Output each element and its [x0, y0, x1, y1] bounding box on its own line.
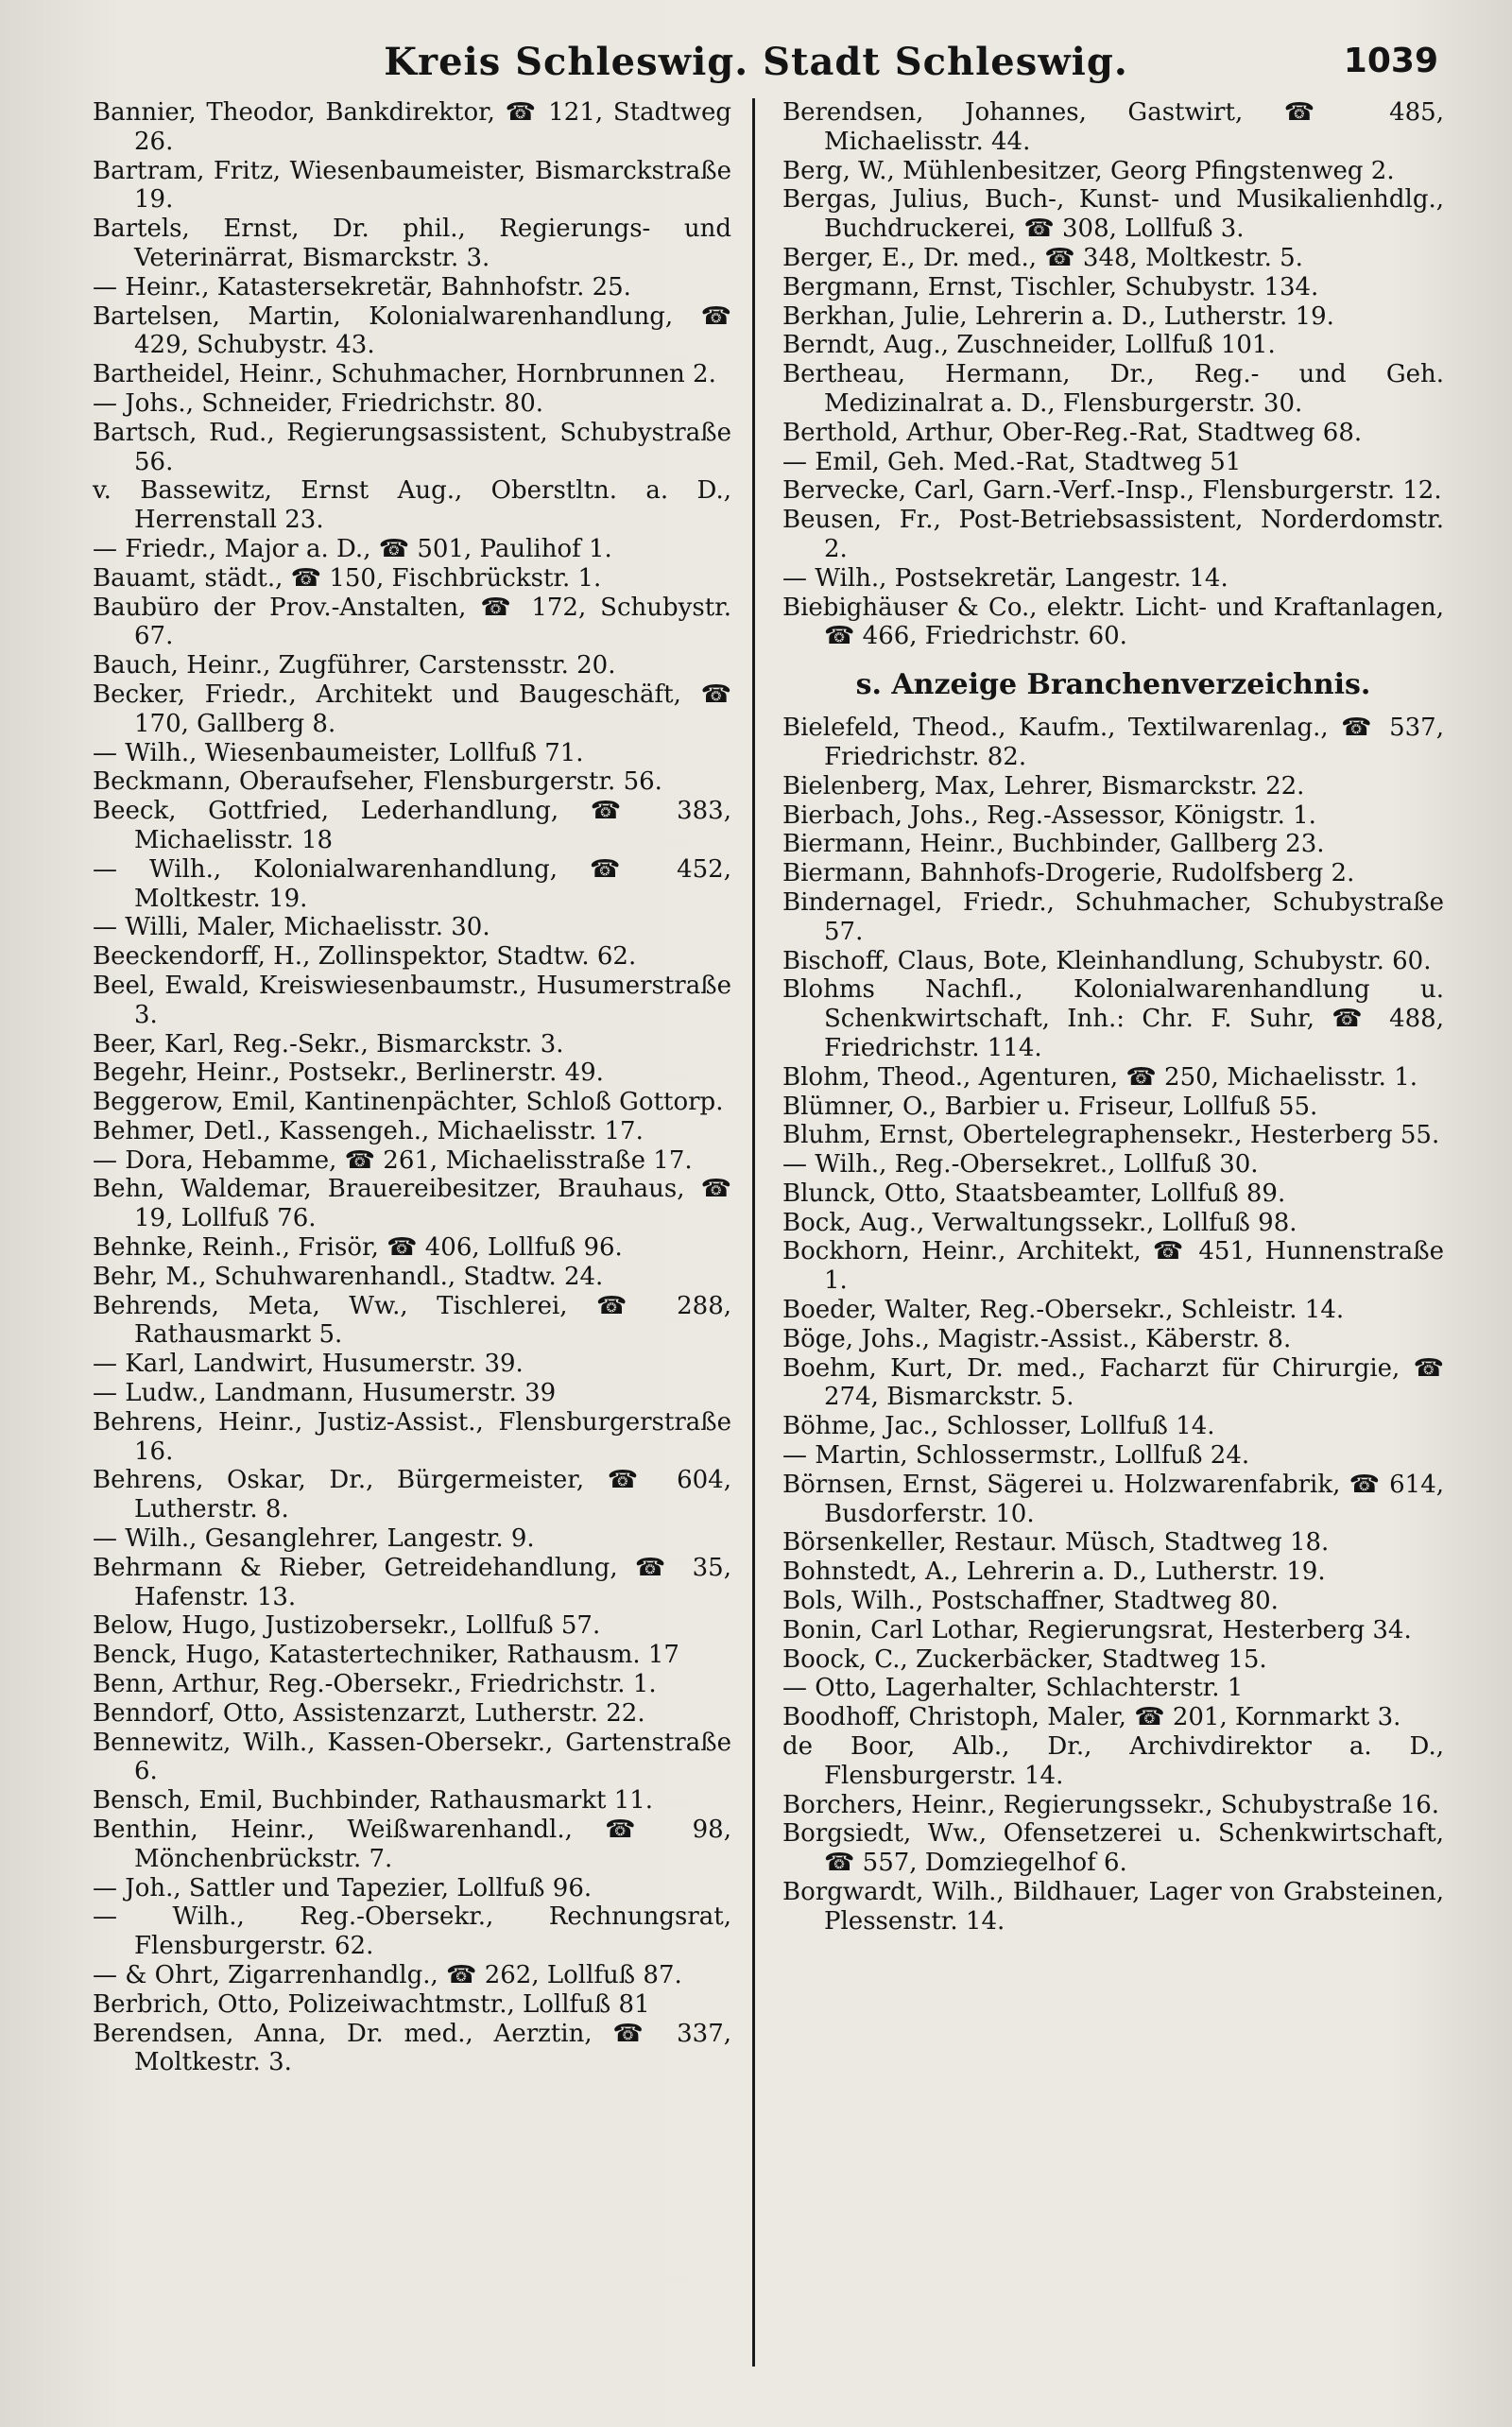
directory-entry: Bluhm, Ernst, Obertelegraphensekr., Hesterberg 55. [782, 1121, 1440, 1150]
directory-entry: Berendsen, Johannes, Gastwirt, ☎ 485, Michaelisstr. 44. [782, 98, 1444, 156]
directory-entry: Bartheidel, Heinr., Schuhmacher, Hornbrunnen 2. [93, 360, 716, 389]
directory-entry: — Wilh., Reg.-Obersekret., Lollfuß 30. [782, 1150, 1259, 1179]
directory-entry: Blunck, Otto, Staatsbeamter, Lollfuß 89. [782, 1179, 1286, 1208]
directory-entry: Berg, W., Mühlenbesitzer, Georg Pfingstenweg 2. [782, 156, 1395, 185]
directory-entry: Böhme, Jac., Schlosser, Lollfuß 14. [782, 1412, 1215, 1441]
section-heading: s. Anzeige Branchenverzeichnis. [855, 668, 1371, 702]
directory-entry: Berkhan, Julie, Lehrerin a. D., Lutherstr. 19. [782, 301, 1334, 331]
directory-entry: Becker, Friedr., Architekt und Baugeschäft, ☎ 170, Gallberg 8. [93, 680, 731, 738]
directory-entry: de Boor, Alb., Dr., Archivdirektor a. D., Flensburgerstr. 14. [782, 1732, 1444, 1790]
page-title: Kreis Schleswig. Stadt Schleswig. [384, 40, 1128, 84]
page-header [0, 32, 1512, 89]
directory-entry: Beusen, Fr., Post-Betriebsassistent, Norderdomstr. 2. [782, 506, 1444, 563]
directory-entry: Blohms Nachfl., Kolonialwarenhandlung u. Schenkwirtschaft, Inh.: Chr. F. Suhr, ☎ 488, Friedrichstr. 114. [782, 975, 1444, 1062]
directory-entry: Behrends, Meta, Ww., Tischlerei, ☎ 288, Rathausmarkt 5. [93, 1291, 731, 1350]
directory-entry: Bartram, Fritz, Wiesenbaumeister, Bismarckstraße 19. [93, 156, 731, 215]
directory-entry: Blohm, Theod., Agenturen, ☎ 250, Michaelisstr. 1. [782, 1062, 1418, 1092]
directory-entry: Bock, Aug., Verwaltungssekr., Lollfuß 98. [782, 1208, 1297, 1237]
directory-entry: — Ludw., Landmann, Husumerstr. 39 [93, 1379, 557, 1408]
directory-entry: Beeck, Gottfried, Lederhandlung, ☎ 383, Michaelisstr. 18 [93, 797, 731, 854]
directory-entry: Bartelsen, Martin, Kolonialwarenhandlung, ☎ 429, Schubystr. 43. [93, 301, 731, 360]
directory-entry: — Wilh., Gesanglehrer, Langestr. 9. [93, 1524, 535, 1554]
directory-entry: — Karl, Landwirt, Husumerstr. 39. [93, 1350, 524, 1379]
directory-entry: Behnke, Reinh., Frisör, ☎ 406, Lollfuß 96. [93, 1233, 623, 1263]
right-column-top [782, 98, 1444, 651]
directory-entry: Behrmann & Rieber, Getreidehandlung, ☎ 35, Hafenstr. 13. [93, 1553, 731, 1611]
directory-entry: Blümner, O., Barbier u. Friseur, Lollfuß 55. [782, 1092, 1318, 1121]
directory-entry: Bauch, Heinr., Zugführer, Carstensstr. 20. [93, 651, 616, 680]
directory-entry: Bauamt, städt., ☎ 150, Fischbrückstr. 1. [93, 563, 602, 593]
directory-entry: Bannier, Theodor, Bankdirektor, ☎ 121, Stadtweg 26. [93, 98, 731, 156]
directory-entry: Boodhoff, Christoph, Maler, ☎ 201, Kornmarkt 3. [782, 1703, 1401, 1732]
directory-entry: Bohnstedt, A., Lehrerin a. D., Lutherstr. 19. [782, 1558, 1326, 1587]
directory-entry: Börsenkeller, Restaur. Müsch, Stadtweg 18. [782, 1528, 1330, 1558]
directory-entry: Bielefeld, Theod., Kaufm., Textilwarenlag., ☎ 537, Friedrichstr. 82. [782, 714, 1444, 771]
directory-entry: — & Ohrt, Zigarrenhandlg., ☎ 262, Lollfuß 87. [93, 1961, 682, 1989]
directory-entry: Börnsen, Ernst, Sägerei u. Holzwarenfabrik, ☎ 614, Busdorferstr. 10. [782, 1470, 1444, 1528]
directory-entry: Bertheau, Hermann, Dr., Reg.- und Geh. Medizinalrat a. D., Flensburgerstr. 30. [782, 360, 1444, 418]
directory-entry: Borgsiedt, Ww., Ofensetzerei u. Schenkwirtschaft, ☎ 557, Domziegelhof 6. [782, 1819, 1444, 1878]
directory-entry: Beeckendorff, H., Zollinspektor, Stadtw. 62. [93, 942, 637, 972]
directory-entry: Behrens, Oskar, Dr., Bürgermeister, ☎ 604, Lutherstr. 8. [93, 1466, 731, 1524]
page-number: 1039 [1343, 42, 1438, 80]
directory-entry: Beer, Karl, Reg.-Sekr., Bismarckstr. 3. [93, 1029, 564, 1059]
directory-entry: — Friedr., Major a. D., ☎ 501, Paulihof 1. [93, 534, 612, 563]
directory-entry: Biebighäuser & Co., elektr. Licht- und Kraftanlagen, ☎ 466, Friedrichstr. 60. [782, 593, 1444, 651]
directory-entry: Benck, Hugo, Katastertechniker, Rathausm. 17 [93, 1641, 679, 1670]
directory-entry: Behrens, Heinr., Justiz-Assist., Flensburgerstraße 16. [93, 1407, 731, 1466]
directory-entry: Borgwardt, Wilh., Bildhauer, Lager von Grabsteinen, Plessenstr. 14. [782, 1878, 1444, 1936]
directory-entry: Begehr, Heinr., Postsekr., Berlinerstr. 49. [93, 1059, 604, 1088]
directory-entry: Bartels, Ernst, Dr. phil., Regierungs- und Veterinärrat, Bismarckstr. 3. [93, 215, 731, 272]
directory-entry: Benn, Arthur, Reg.-Obersekr., Friedrichstr. 1. [93, 1670, 657, 1699]
directory-entry: — Wilh., Postsekretär, Langestr. 14. [782, 563, 1228, 593]
directory-entry: Beggerow, Emil, Kantinenpächter, Schloß Gottorp. [93, 1088, 724, 1117]
directory-entry: Bergmann, Ernst, Tischler, Schubystr. 134. [782, 272, 1319, 301]
directory-entry: Biermann, Bahnhofs-Drogerie, Rudolfsberg 2. [782, 859, 1355, 888]
directory-entry: — Johs., Schneider, Friedrichstr. 80. [93, 388, 544, 418]
directory-entry: Biermann, Heinr., Buchbinder, Gallberg 23. [782, 830, 1325, 859]
directory-entry: Berger, E., Dr. med., ☎ 348, Moltkestr. 5. [782, 243, 1303, 272]
directory-entry: Bols, Wilh., Postschaffner, Stadtweg 80. [782, 1587, 1279, 1616]
directory-entry: Bielenberg, Max, Lehrer, Bismarckstr. 22. [782, 771, 1305, 800]
directory-entry: — Wilh., Kolonialwarenhandlung, ☎ 452, Moltkestr. 19. [93, 854, 731, 913]
directory-entry: — Otto, Lagerhalter, Schlachterstr. 1 [782, 1674, 1244, 1703]
directory-entry: Bockhorn, Heinr., Architekt, ☎ 451, Hunnenstraße 1. [782, 1237, 1444, 1296]
directory-entry: Benthin, Heinr., Weißwarenhandl., ☎ 98, Mönchenbrückstr. 7. [93, 1816, 731, 1873]
directory-entry: Beel, Ewald, Kreiswiesenbaumstr., Husumerstraße 3. [93, 971, 731, 1029]
directory-entry: Boehm, Kurt, Dr. med., Facharzt für Chirurgie, ☎ 274, Bismarckstr. 5. [782, 1353, 1444, 1412]
directory-entry: — Wilh., Reg.-Obersekr., Rechnungsrat, Flensburgerstr. 62. [93, 1902, 731, 1961]
directory-entry: — Emil, Geh. Med.-Rat, Stadtweg 51 [782, 447, 1242, 476]
directory-entry: Berndt, Aug., Zuschneider, Lollfuß 101. [782, 331, 1276, 360]
directory-entry: Berthold, Arthur, Ober-Reg.-Rat, Stadtweg 68. [782, 418, 1363, 447]
directory-entry: v. Bassewitz, Ernst Aug., Oberstltn. a. D., Herrenstall 23. [93, 476, 731, 535]
directory-entry: Bensch, Emil, Buchbinder, Rathausmarkt 11. [93, 1786, 654, 1816]
directory-entry: Bonin, Carl Lothar, Regierungsrat, Hesterberg 34. [782, 1615, 1412, 1644]
directory-entry: Berbrich, Otto, Polizeiwachtmstr., Lollfuß 81 [93, 1989, 650, 2019]
directory-entry: Borchers, Heinr., Regierungssekr., Schubystraße 16. [782, 1790, 1440, 1819]
directory-entry: Bischoff, Claus, Bote, Kleinhandlung, Schubystr. 60. [782, 946, 1432, 975]
directory-entry: Bierbach, Johs., Reg.-Assessor, Königstr. 1. [782, 800, 1316, 830]
directory-entry: Baubüro der Prov.-Anstalten, ☎ 172, Schubystr. 67. [93, 593, 731, 651]
directory-entry: — Willi, Maler, Michaelisstr. 30. [93, 913, 490, 942]
directory-entry: Böge, Johs., Magistr.-Assist., Käberstr. 8. [782, 1324, 1292, 1353]
directory-entry: — Joh., Sattler und Tapezier, Lollfuß 96. [93, 1873, 593, 1902]
right-column [782, 98, 1444, 1936]
directory-entry: Benndorf, Otto, Assistenzarzt, Lutherstr. 22. [93, 1698, 645, 1728]
directory-entry: Below, Hugo, Justizobersekr., Lollfuß 57. [93, 1611, 601, 1641]
directory-entry: — Heinr., Katastersekretär, Bahnhofstr. 25. [93, 272, 631, 301]
directory-entry: — Martin, Schlossermstr., Lollfuß 24. [782, 1441, 1250, 1471]
directory-entry: Behr, M., Schuhwarenhandl., Stadtw. 24. [93, 1262, 604, 1291]
directory-entry: — Dora, Hebamme, ☎ 261, Michaelisstraße 17. [93, 1145, 693, 1175]
directory-entry: Behmer, Detl., Kassengeh., Michaelisstr. 17. [93, 1116, 644, 1145]
directory-entry: Bennewitz, Wilh., Kassen-Obersekr., Gartenstraße 6. [93, 1728, 731, 1786]
directory-entry: Beckmann, Oberaufseher, Flensburgerstr. 56. [93, 767, 662, 797]
column-divider [752, 98, 755, 2367]
right-column-bottom [782, 714, 1444, 1936]
directory-entry: — Wilh., Wiesenbaumeister, Lollfuß 71. [93, 738, 584, 767]
directory-entry: Berendsen, Anna, Dr. med., Aerztin, ☎ 337, Moltkestr. 3. [93, 2019, 731, 2077]
directory-entry: Bervecke, Carl, Garn.-Verf.-Insp., Flensburgerstr. 12. [782, 476, 1442, 506]
directory-entry: Bergas, Julius, Buch-, Kunst- und Musikalienhdlg., Buchdruckerei, ☎ 308, Lollfuß 3. [782, 185, 1444, 244]
directory-entry: Boock, C., Zuckerbäcker, Stadtweg 15. [782, 1644, 1267, 1674]
directory-entry: Bindernagel, Friedr., Schuhmacher, Schubystraße 57. [782, 887, 1444, 946]
directory-entry: Behn, Waldemar, Brauereibesitzer, Brauhaus, ☎ 19, Lollfuß 76. [93, 1175, 731, 1233]
left-column [93, 98, 731, 2077]
directory-entry: Boeder, Walter, Reg.-Obersekr., Schleistr. 14. [782, 1296, 1345, 1325]
directory-entry: Bartsch, Rud., Regierungsassistent, Schubystraße 56. [93, 418, 731, 476]
